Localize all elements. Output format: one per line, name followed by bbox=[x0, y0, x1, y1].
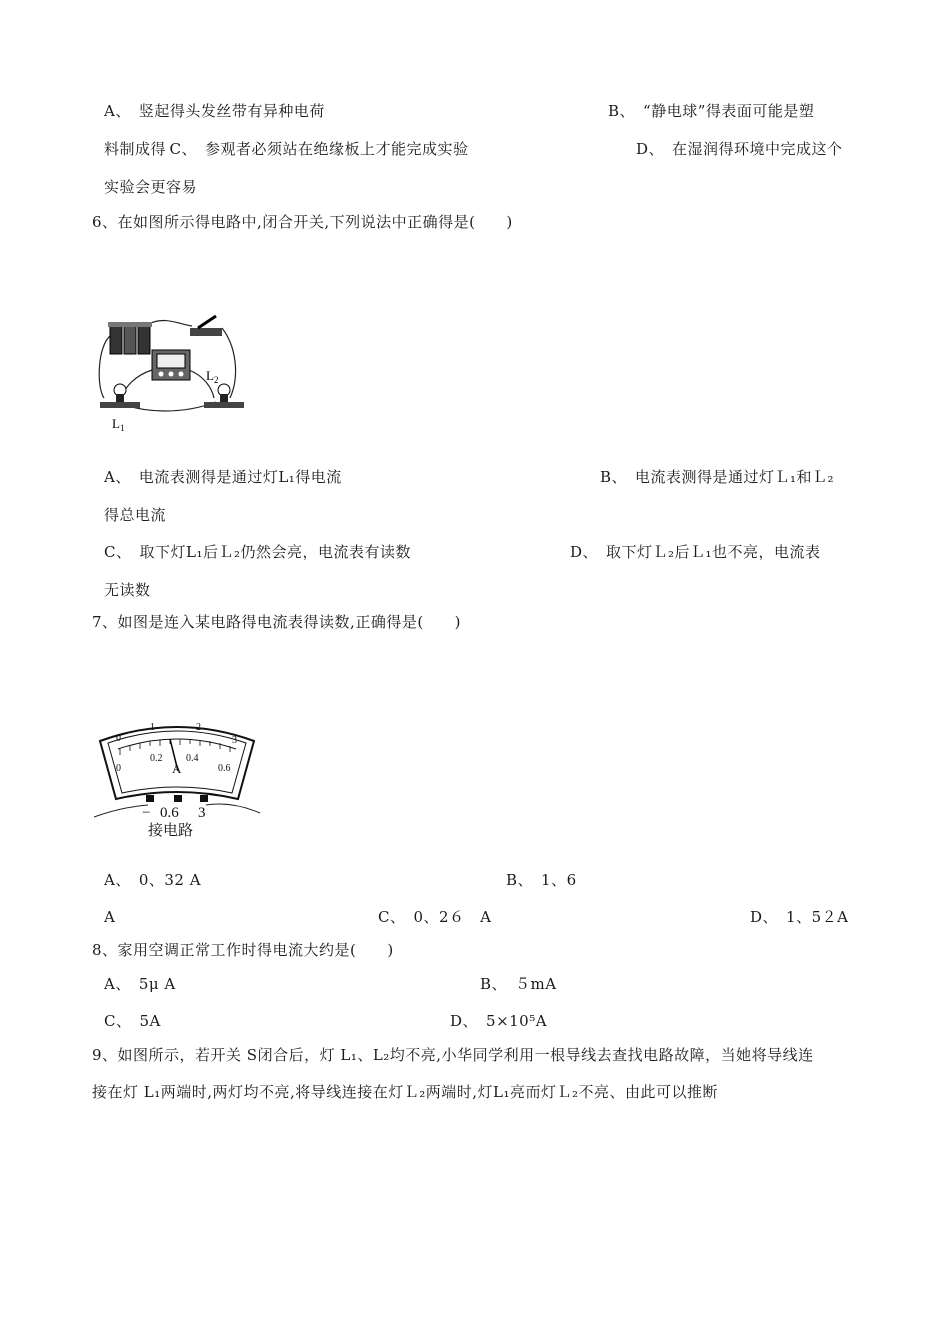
bottom-scale-0: 0 bbox=[116, 763, 121, 774]
terminal-3: 3 bbox=[198, 805, 206, 821]
q5-line2 bbox=[104, 139, 468, 159]
terminal-negative: − bbox=[142, 805, 151, 821]
q5-option-d: D、 在湿润得环境中完成这个 bbox=[636, 140, 843, 158]
bottom-scale-3: 0.6 bbox=[218, 763, 231, 774]
q6-circuit-figure bbox=[94, 306, 244, 436]
q9-line1: 9、如图所示，若开关 S闭合后，灯 L₁、L₂均不亮,小华同学利用一根导线去查找电路故障，当她将导线连 bbox=[92, 1046, 814, 1064]
top-scale-1: 1 bbox=[150, 722, 155, 733]
q7-option-c: C、 0、2６ A bbox=[378, 908, 492, 926]
q9-line2: 接在灯 L₁两端时,两灯均不亮,将导线连接在灯Ｌ₂两端时,灯L₁亮而灯Ｌ₂不亮、由此可以推断 bbox=[92, 1083, 719, 1101]
q7-option-a: A、 0、32 A bbox=[104, 871, 202, 889]
figure-caption: 接电路 bbox=[148, 823, 194, 839]
q5-option-b-continuation: 料制成得 bbox=[104, 140, 170, 158]
q5-option-d-continuation: 实验会更容易 bbox=[104, 178, 198, 196]
q5-option-c: C、 参观者必须站在绝缘板上才能完成实验 bbox=[169, 140, 469, 158]
q6-option-d-continuation: 无读数 bbox=[104, 581, 151, 599]
terminal-0-6: 0.6 bbox=[160, 805, 179, 821]
terminal-blocks bbox=[146, 795, 208, 802]
q5-option-b: B、 “静电球”得表面可能是塑 bbox=[608, 102, 815, 120]
battery-pack bbox=[108, 322, 152, 354]
scale-ticks bbox=[120, 739, 230, 755]
q6-option-c: C、 取下灯L₁后Ｌ₂仍然会亮，电流表有读数 bbox=[104, 543, 411, 561]
top-scale-0: 0 bbox=[116, 733, 121, 744]
q6-option-a: A、 电流表测得是通过灯L₁得电流 bbox=[104, 468, 342, 486]
q6-option-b: B、 电流表测得是通过灯Ｌ₁和Ｌ₂ bbox=[600, 468, 835, 486]
q7-option-b: B、 1、6 bbox=[506, 871, 577, 889]
ammeter bbox=[152, 350, 190, 380]
lamp-l1 bbox=[100, 384, 140, 408]
unit-label: A bbox=[172, 761, 182, 776]
q5-option-a: A、 竖起得头发丝带有异种电荷 bbox=[104, 102, 325, 120]
switch bbox=[190, 316, 222, 336]
q8-option-c: C、 5A bbox=[104, 1012, 161, 1030]
q6-stem: 6、在如图所示得电路中,闭合开关,下列说法中正确得是( ) bbox=[92, 213, 513, 231]
q7-stem: 7、如图是连入某电路得电流表得读数,正确得是( ) bbox=[92, 613, 462, 631]
label-l2: $L_2$ bbox=[206, 368, 219, 385]
q8-option-a: A、 5μ A bbox=[104, 975, 176, 993]
label-l1: $L_1$ bbox=[112, 416, 125, 433]
q6-option-b-continuation: 得总电流 bbox=[104, 506, 167, 524]
top-scale-2: 2 bbox=[196, 722, 201, 733]
q6-option-d: D、 取下灯Ｌ₂后Ｌ₁也不亮，电流表 bbox=[570, 543, 821, 561]
q7-option-b-continuation: A bbox=[104, 908, 116, 926]
top-scale-3: 3 bbox=[232, 735, 237, 746]
q7-option-d: D、 1、5２A bbox=[750, 908, 849, 926]
q8-option-d: D、 5×10⁵A bbox=[450, 1012, 548, 1030]
top-scale-labels bbox=[116, 722, 237, 746]
q8-stem: 8、家用空调正常工作时得电流大约是( ) bbox=[92, 941, 394, 959]
bottom-scale-2: 0.4 bbox=[186, 753, 199, 764]
terminal-labels bbox=[142, 805, 206, 821]
q8-option-b: B、 ５mA bbox=[480, 975, 557, 993]
bottom-scale-1: 0.2 bbox=[150, 753, 163, 764]
q7-ammeter-figure bbox=[92, 715, 262, 841]
